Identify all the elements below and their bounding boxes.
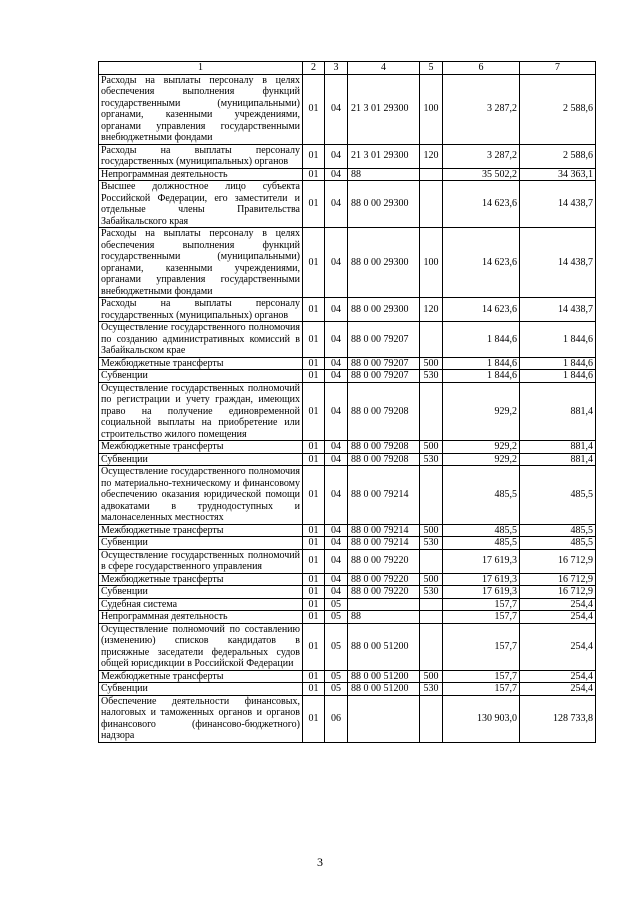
table-row (99, 74, 596, 144)
item-name: Межбюджетные трансферты (99, 670, 303, 683)
subsection-code: 04 (325, 181, 348, 228)
table-row (99, 695, 596, 742)
expense-type-code (420, 181, 443, 228)
item-name: Осуществление государственных полномочий по регистрации и учету граждан, имеющих право на получение единовременной социальной выплаты на приобретение или строительство жилого помещения (99, 382, 303, 441)
section-code: 01 (303, 611, 325, 624)
subsection-code: 04 (325, 144, 348, 168)
expense-type-code: 500 (420, 573, 443, 586)
section-code: 01 (303, 670, 325, 683)
column-number-3: 3 (325, 62, 348, 75)
table-row (99, 524, 596, 537)
target-article-code: 88 0 00 79208 (348, 382, 420, 441)
amount-column-7: 254,4 (520, 683, 596, 696)
amount-column-6: 17 619,3 (443, 549, 520, 573)
expense-type-code: 500 (420, 357, 443, 370)
expense-type-code (420, 168, 443, 181)
expense-type-code: 120 (420, 144, 443, 168)
amount-column-6: 157,7 (443, 611, 520, 624)
table-row (99, 466, 596, 525)
target-article-code: 88 0 00 51200 (348, 683, 420, 696)
section-code: 01 (303, 357, 325, 370)
table-row (99, 453, 596, 466)
target-article-code (348, 695, 420, 742)
item-name: Межбюджетные трансферты (99, 357, 303, 370)
amount-column-7: 16 712,9 (520, 549, 596, 573)
table-row (99, 670, 596, 683)
section-code: 01 (303, 168, 325, 181)
expense-type-code: 530 (420, 370, 443, 383)
subsection-code: 04 (325, 453, 348, 466)
table-row (99, 586, 596, 599)
subsection-code: 04 (325, 441, 348, 454)
column-number-7: 7 (520, 62, 596, 75)
table-row (99, 441, 596, 454)
amount-column-6: 17 619,3 (443, 586, 520, 599)
section-code: 01 (303, 549, 325, 573)
table-row (99, 144, 596, 168)
amount-column-6: 130 903,0 (443, 695, 520, 742)
amount-column-6: 14 623,6 (443, 228, 520, 298)
section-code: 01 (303, 144, 325, 168)
target-article-code: 88 0 00 79214 (348, 524, 420, 537)
amount-column-7: 881,4 (520, 382, 596, 441)
amount-column-7: 14 438,7 (520, 181, 596, 228)
column-number-1: 1 (99, 62, 303, 75)
target-article-code: 88 0 00 79220 (348, 573, 420, 586)
item-name: Субвенции (99, 370, 303, 383)
section-code: 01 (303, 683, 325, 696)
column-number-6: 6 (443, 62, 520, 75)
expense-type-code: 530 (420, 683, 443, 696)
section-code: 01 (303, 695, 325, 742)
item-name: Непрограммная деятельность (99, 611, 303, 624)
section-code: 01 (303, 298, 325, 322)
amount-column-7: 254,4 (520, 670, 596, 683)
expense-type-code: 120 (420, 298, 443, 322)
amount-column-6: 485,5 (443, 524, 520, 537)
subsection-code: 04 (325, 370, 348, 383)
table-row (99, 322, 596, 358)
subsection-code: 05 (325, 611, 348, 624)
section-code: 01 (303, 586, 325, 599)
section-code: 01 (303, 181, 325, 228)
subsection-code: 04 (325, 586, 348, 599)
amount-column-7: 2 588,6 (520, 74, 596, 144)
amount-column-7: 254,4 (520, 598, 596, 611)
amount-column-6: 157,7 (443, 623, 520, 670)
target-article-code: 88 0 00 29300 (348, 298, 420, 322)
table-row (99, 573, 596, 586)
item-name: Обеспечение деятельности финансовых, налоговых и таможенных органов и органов финансового (финансово-бюджетного) надзора (99, 695, 303, 742)
table-header-row (99, 62, 596, 75)
amount-column-7: 14 438,7 (520, 228, 596, 298)
section-code: 01 (303, 322, 325, 358)
target-article-code: 88 0 00 79207 (348, 322, 420, 358)
target-article-code: 88 (348, 168, 420, 181)
item-name: Осуществление полномочий по составлению (изменению) списков кандидатов в присяжные заседатели федеральных судов общей юрисдикции в Российской Федерации (99, 623, 303, 670)
target-article-code: 88 0 00 79208 (348, 453, 420, 466)
expense-type-code: 500 (420, 670, 443, 683)
amount-column-6: 929,2 (443, 453, 520, 466)
item-name: Расходы на выплаты персоналу в целях обеспечения выполнения функций государственными (муниципальными) органами, казенными учреждениями, органами управления государственными внебюджетными фондами (99, 228, 303, 298)
expense-type-code: 500 (420, 441, 443, 454)
table-row (99, 382, 596, 441)
subsection-code: 04 (325, 537, 348, 550)
target-article-code: 88 (348, 611, 420, 624)
amount-column-6: 1 844,6 (443, 370, 520, 383)
section-code: 01 (303, 370, 325, 383)
item-name: Непрограммная деятельность (99, 168, 303, 181)
amount-column-6: 157,7 (443, 670, 520, 683)
expense-type-code (420, 695, 443, 742)
item-name: Судебная система (99, 598, 303, 611)
column-number-2: 2 (303, 62, 325, 75)
item-name: Расходы на выплаты персоналу государственных (муниципальных) органов (99, 144, 303, 168)
item-name: Расходы на выплаты персоналу в целях обеспечения выполнения функций государственными (муниципальными) органами, казенными учреждениями, органами управления государственными внебюджетными фондами (99, 74, 303, 144)
amount-column-7: 34 363,1 (520, 168, 596, 181)
amount-column-6: 17 619,3 (443, 573, 520, 586)
subsection-code: 04 (325, 298, 348, 322)
section-code: 01 (303, 573, 325, 586)
section-code: 01 (303, 623, 325, 670)
budget-table (98, 61, 596, 743)
expense-type-code (420, 382, 443, 441)
target-article-code: 88 0 00 51200 (348, 623, 420, 670)
table-row (99, 623, 596, 670)
table-row (99, 298, 596, 322)
amount-column-6: 14 623,6 (443, 298, 520, 322)
amount-column-7: 128 733,8 (520, 695, 596, 742)
amount-column-7: 1 844,6 (520, 357, 596, 370)
amount-column-6: 1 844,6 (443, 357, 520, 370)
section-code: 01 (303, 537, 325, 550)
amount-column-7: 16 712,9 (520, 573, 596, 586)
target-article-code: 88 0 00 79214 (348, 537, 420, 550)
table-row (99, 683, 596, 696)
expense-type-code: 530 (420, 586, 443, 599)
subsection-code: 04 (325, 357, 348, 370)
amount-column-7: 881,4 (520, 453, 596, 466)
expense-type-code (420, 598, 443, 611)
amount-column-6: 3 287,2 (443, 144, 520, 168)
subsection-code: 04 (325, 228, 348, 298)
item-name: Субвенции (99, 453, 303, 466)
expense-type-code (420, 549, 443, 573)
item-name: Высшее должностное лицо субъекта Российской Федерации, его заместители и отдельные члены Правительства Забайкальского края (99, 181, 303, 228)
section-code: 01 (303, 453, 325, 466)
item-name: Осуществление государственных полномочий в сфере государственного управления (99, 549, 303, 573)
table-row (99, 611, 596, 624)
section-code: 01 (303, 466, 325, 525)
target-article-code: 21 3 01 29300 (348, 144, 420, 168)
column-number-5: 5 (420, 62, 443, 75)
expense-type-code: 100 (420, 228, 443, 298)
amount-column-6: 929,2 (443, 382, 520, 441)
amount-column-7: 14 438,7 (520, 298, 596, 322)
amount-column-6: 157,7 (443, 598, 520, 611)
amount-column-6: 157,7 (443, 683, 520, 696)
expense-type-code (420, 322, 443, 358)
amount-column-7: 2 588,6 (520, 144, 596, 168)
target-article-code: 88 0 00 29300 (348, 181, 420, 228)
item-name: Межбюджетные трансферты (99, 441, 303, 454)
target-article-code: 88 0 00 51200 (348, 670, 420, 683)
subsection-code: 04 (325, 168, 348, 181)
amount-column-6: 929,2 (443, 441, 520, 454)
section-code: 01 (303, 441, 325, 454)
section-code: 01 (303, 228, 325, 298)
target-article-code: 88 0 00 79220 (348, 549, 420, 573)
item-name: Осуществление государственного полномочия по материально-техническому и финансовому обеспечению оказания юридической помощи адвокатами в труднодоступных и малонаселенных местностях (99, 466, 303, 525)
section-code: 01 (303, 524, 325, 537)
amount-column-6: 3 287,2 (443, 74, 520, 144)
amount-column-7: 485,5 (520, 524, 596, 537)
expense-type-code: 530 (420, 537, 443, 550)
subsection-code: 04 (325, 466, 348, 525)
expense-type-code: 530 (420, 453, 443, 466)
target-article-code: 88 0 00 79220 (348, 586, 420, 599)
item-name: Субвенции (99, 537, 303, 550)
amount-column-7: 16 712,9 (520, 586, 596, 599)
amount-column-7: 881,4 (520, 441, 596, 454)
subsection-code: 04 (325, 524, 348, 537)
target-article-code: 21 3 01 29300 (348, 74, 420, 144)
amount-column-7: 485,5 (520, 537, 596, 550)
subsection-code: 05 (325, 598, 348, 611)
subsection-code: 04 (325, 74, 348, 144)
table-row (99, 181, 596, 228)
section-code: 01 (303, 74, 325, 144)
amount-column-7: 254,4 (520, 623, 596, 670)
column-number-4: 4 (348, 62, 420, 75)
expense-type-code (420, 466, 443, 525)
item-name: Расходы на выплаты персоналу государственных (муниципальных) органов (99, 298, 303, 322)
amount-column-7: 485,5 (520, 466, 596, 525)
item-name: Субвенции (99, 683, 303, 696)
section-code: 01 (303, 382, 325, 441)
target-article-code: 88 0 00 29300 (348, 228, 420, 298)
amount-column-7: 1 844,6 (520, 370, 596, 383)
item-name: Межбюджетные трансферты (99, 573, 303, 586)
subsection-code: 06 (325, 695, 348, 742)
amount-column-7: 1 844,6 (520, 322, 596, 358)
item-name: Межбюджетные трансферты (99, 524, 303, 537)
item-name: Осуществление государственного полномочия по созданию административных комиссий в Забайкальском крае (99, 322, 303, 358)
subsection-code: 05 (325, 623, 348, 670)
target-article-code: 88 0 00 79207 (348, 357, 420, 370)
expense-type-code (420, 623, 443, 670)
table-row (99, 370, 596, 383)
subsection-code: 05 (325, 670, 348, 683)
section-code: 01 (303, 598, 325, 611)
expense-type-code (420, 611, 443, 624)
subsection-code: 04 (325, 573, 348, 586)
target-article-code: 88 0 00 79208 (348, 441, 420, 454)
item-name: Субвенции (99, 586, 303, 599)
subsection-code: 04 (325, 322, 348, 358)
subsection-code: 04 (325, 549, 348, 573)
table-row (99, 228, 596, 298)
page-number: 3 (317, 855, 323, 869)
table-row (99, 549, 596, 573)
table-row (99, 598, 596, 611)
subsection-code: 05 (325, 683, 348, 696)
table-row (99, 537, 596, 550)
amount-column-6: 14 623,6 (443, 181, 520, 228)
table-row (99, 357, 596, 370)
amount-column-6: 485,5 (443, 537, 520, 550)
amount-column-7: 254,4 (520, 611, 596, 624)
amount-column-6: 485,5 (443, 466, 520, 525)
target-article-code (348, 598, 420, 611)
amount-column-6: 1 844,6 (443, 322, 520, 358)
expense-type-code: 100 (420, 74, 443, 144)
expense-type-code: 500 (420, 524, 443, 537)
table-row (99, 168, 596, 181)
subsection-code: 04 (325, 382, 348, 441)
target-article-code: 88 0 00 79207 (348, 370, 420, 383)
target-article-code: 88 0 00 79214 (348, 466, 420, 525)
amount-column-6: 35 502,2 (443, 168, 520, 181)
